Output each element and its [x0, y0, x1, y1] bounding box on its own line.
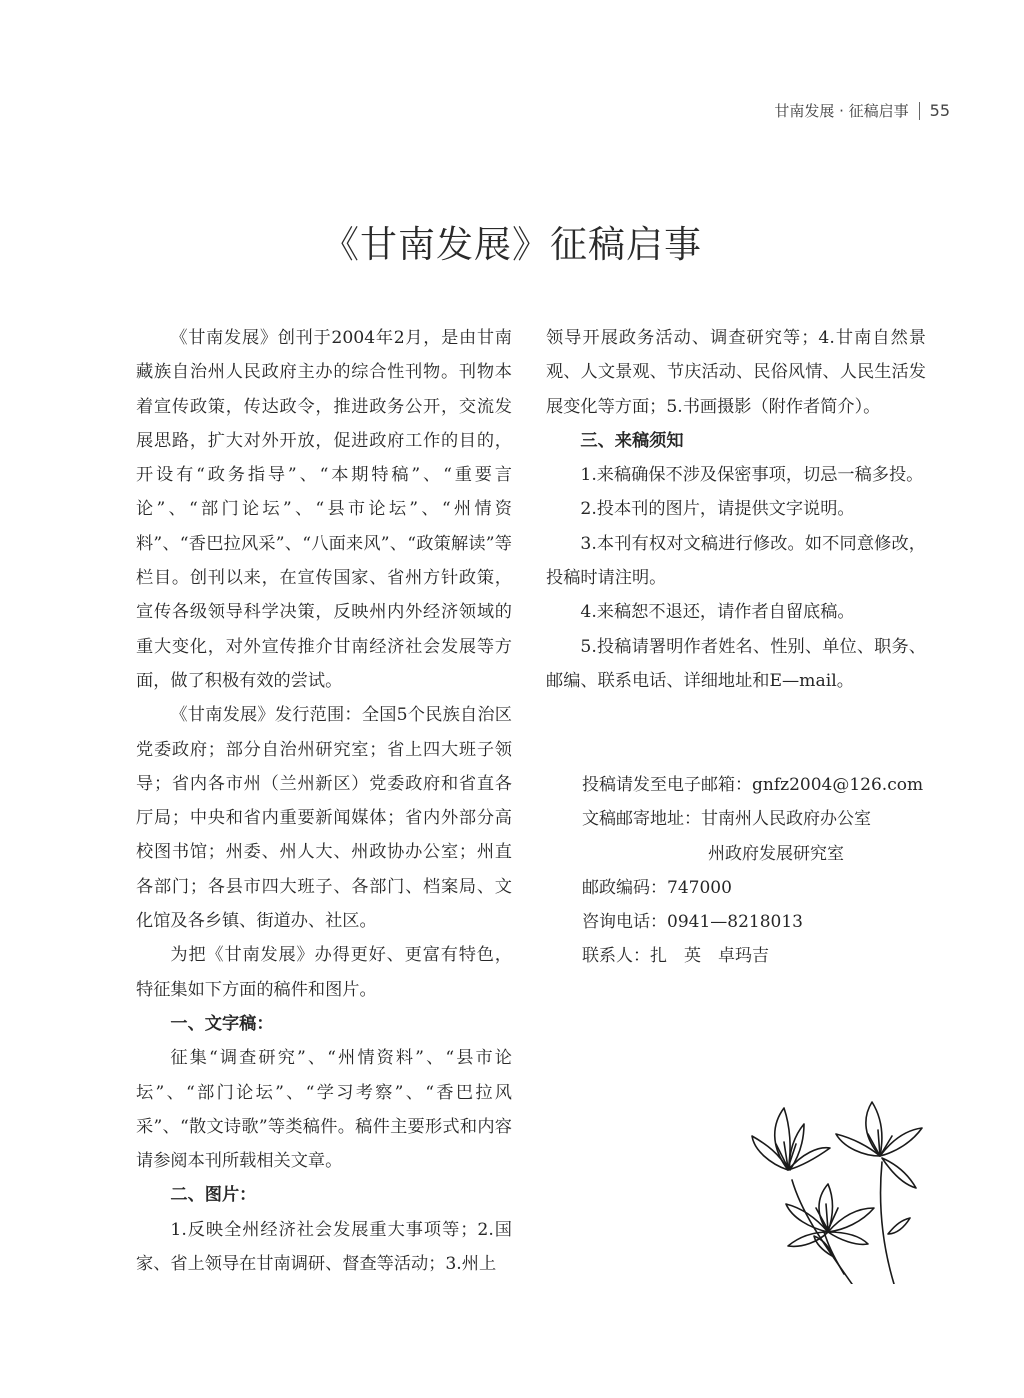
text-submission-paragraph: 征集“调查研究”、“州情资料”、“县市论坛”、“部门论坛”、“学习考察”、“香巴拉风采”、“散文诗歌”等类稿件。稿件主要形式和内容请参阅本刊所载相关文章。 — [136, 1048, 512, 1172]
section-heading-notes: 三、来稿须知 — [580, 430, 684, 451]
call-paragraph: 为把《甘南发展》办得更好、更富有特色，特征集如下方面的稿件和图片。 — [136, 945, 512, 1000]
contact-block — [582, 768, 962, 974]
note-item: 2.投本刊的图片，请提供文字说明。 — [580, 499, 855, 520]
section-heading-text: 一、文字稿： — [170, 1013, 274, 1034]
running-header — [774, 100, 950, 121]
note-item: 1.来稿确保不涉及保密事项，切忌一稿多投。 — [580, 465, 924, 486]
header-divider — [919, 102, 920, 120]
page-number: 55 — [929, 101, 950, 120]
contact-address: 文稿邮寄地址：甘南州人民政府办公室 — [582, 809, 871, 830]
left-column — [136, 321, 512, 1281]
page-title: 《甘南发展》征稿启事 — [322, 223, 702, 266]
note-item: 3.本刊有权对文稿进行修改。如不同意修改，投稿时请注明。 — [546, 533, 926, 589]
intro-paragraph: 《甘南发展》创刊于2004年2月，是由甘南藏族自治州人民政府主办的综合性刊物。刊物本着宣传政策，传达政令，推进政务公开，交流发展思路，扩大对外开放，促进政府工作的目的，开设有“政务指导”、“本期特稿”、“重要言论”、“部门论坛”、“县市论坛”、“州情资料”、“香巴拉风采”、“八面来风”、“政策解读”等栏目。创刊以来，在宣传国家、省州方针政策，宣传各级领导科学决策，反映州内外经济领域的重大变化，对外宣传推介甘南经济社会发展等方面，做了积极有效的尝试。 — [136, 328, 512, 691]
distribution-paragraph: 《甘南发展》发行范围：全国5个民族自治区党委政府；部分自治州研究室；省上四大班子领导；省内各市州（兰州新区）党委政府和省直各厅局；中央和省内重要新闻媒体；省内外部分高校图书馆；州委、州人大、州政协办公室；州直各部门；各县市四大班子、各部门、档案局、文化馆及各乡镇、街道办、社区。 — [136, 705, 512, 932]
contact-person: 联系人：扎 英 卓玛吉 — [582, 946, 769, 967]
contact-postcode: 邮政编码：747000 — [582, 877, 732, 898]
header-section: 甘南发展 · 征稿启事 — [774, 102, 909, 120]
right-column — [546, 321, 926, 698]
pictures-paragraph: 1.反映全州经济社会发展重大事项等；2.国家、省上领导在甘南调研、督查等活动；3.州上 — [136, 1219, 512, 1275]
lily-flower-illustration-icon — [732, 1084, 932, 1284]
section-heading-pictures: 二、图片： — [170, 1185, 257, 1206]
note-item: 4.来稿恕不退还，请作者自留底稿。 — [580, 602, 855, 623]
note-item: 5.投稿请署明作者姓名、性别、单位、职务、邮编、联系电话、详细地址和E—mail。 — [546, 636, 926, 691]
contact-phone: 咨询电话：0941—8218013 — [582, 912, 803, 933]
contact-email: 投稿请发至电子邮箱：gnfz2004@126.com — [582, 775, 924, 795]
contact-address-line2: 州政府发展研究室 — [708, 843, 844, 864]
pictures-paragraph-cont: 领导开展政务活动、调查研究等；4.甘南自然景观、人文景观、节庆活动、民俗风情、人民生活发展变化等方面；5.书画摄影（附作者简介）。 — [546, 328, 926, 417]
